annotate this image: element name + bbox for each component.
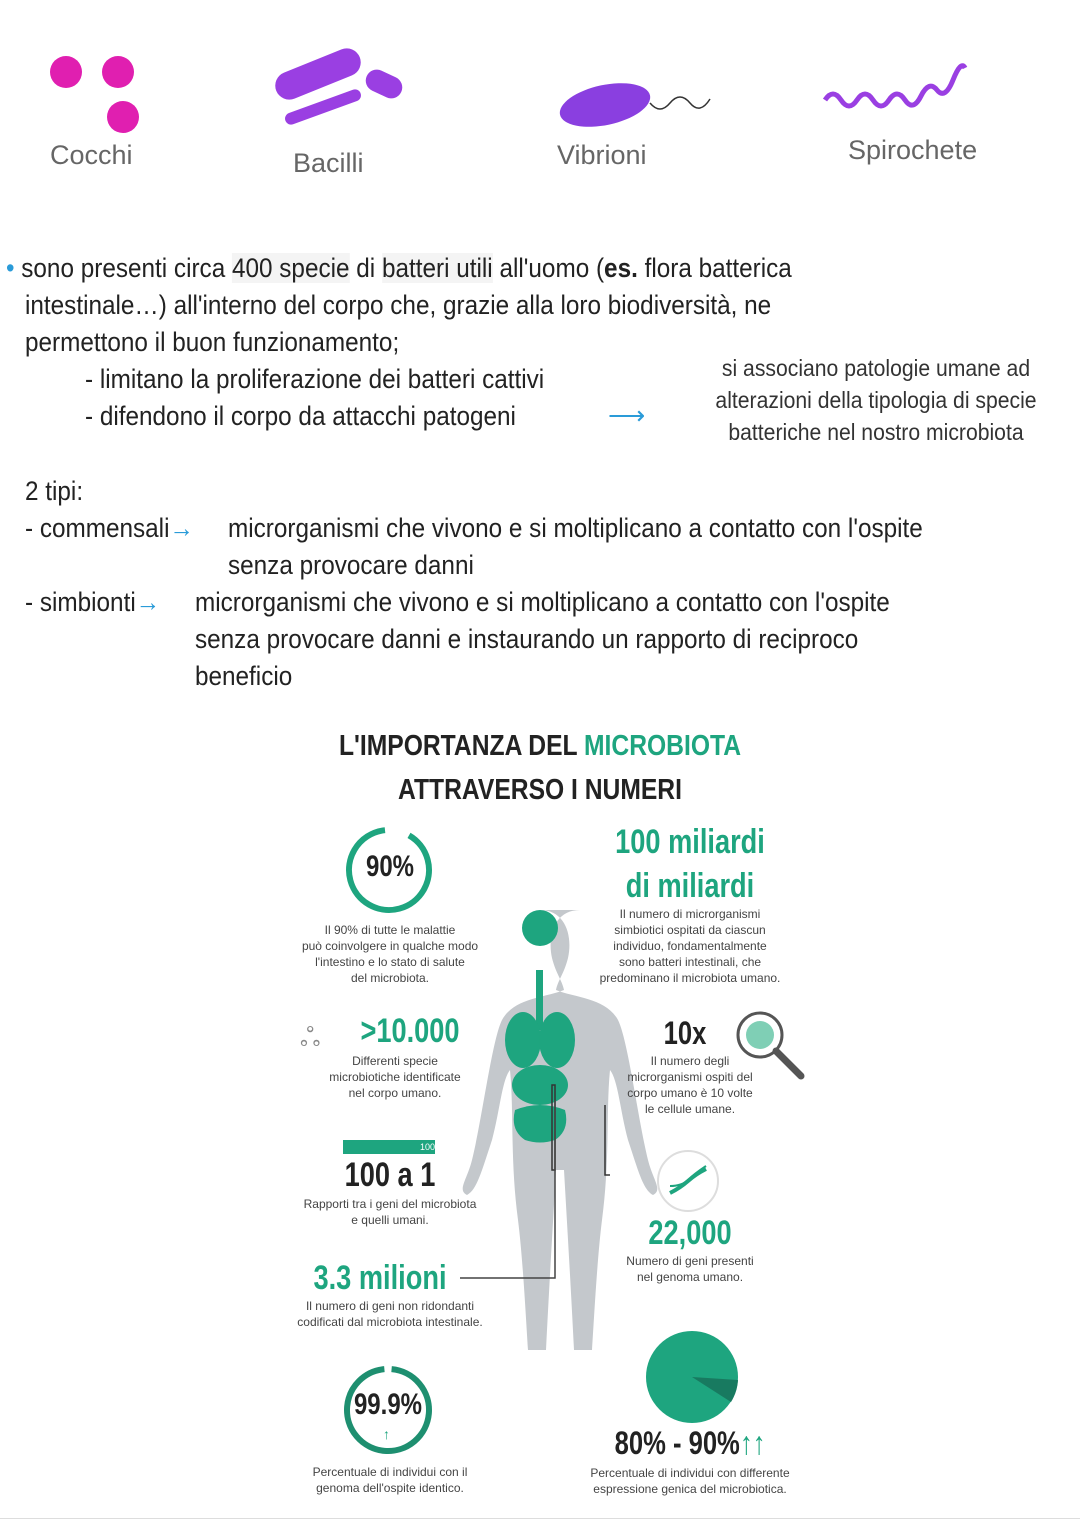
commensali-label (25, 510, 194, 547)
text: L'IMPORTANZA DEL (338, 730, 585, 762)
bullet-line-2: intestinale…) all'interno del corpo che, grazie alla loro biodiversità, ne (25, 290, 772, 320)
line: le cellule umane. (644, 1102, 736, 1116)
line: corpo umano è 10 volte (627, 1086, 753, 1100)
line: del microbiota. (350, 971, 430, 985)
side-note (676, 352, 1076, 448)
stat-90-text (270, 922, 510, 986)
simbionti-text-3: beneficio (195, 661, 293, 691)
stat-33-text (265, 1298, 515, 1330)
text: di (349, 253, 382, 283)
highlight: batteri utili (381, 253, 493, 283)
text: sono presenti circa (21, 253, 232, 283)
line: Il 90% di tutte le malattie (324, 923, 456, 937)
side-note-line: alterazioni della tipologia di specie (715, 387, 1037, 413)
line: simbiotici ospitati da ciascun (614, 923, 766, 937)
divider (0, 1518, 1080, 1519)
stat-100a1-value: 100 a 1 (344, 1156, 436, 1194)
bacteria-label-spirochete: Spirochete (848, 135, 978, 165)
stat-10000-text (300, 1053, 490, 1101)
text: all'uomo ( (492, 253, 605, 283)
line: Percentuale di individui con differente (590, 1466, 790, 1480)
line: microrganismi ospiti del (627, 1070, 753, 1084)
bacteria-shapes-icon (40, 45, 1020, 145)
line: Numero di geni presenti (626, 1254, 754, 1268)
line: individuo, fondamentalmente (613, 939, 767, 953)
stat-10x-text (600, 1053, 780, 1117)
stat-10000-value: >10.000 (360, 1012, 460, 1050)
arrow-right-icon: → (135, 587, 161, 617)
stat-999-value: 99.9% (353, 1388, 423, 1421)
line: microbiotiche identificate (329, 1070, 461, 1084)
line: nel genoma umano. (636, 1270, 744, 1284)
stat-100mld-text (570, 906, 810, 986)
simbionti-label (25, 584, 160, 621)
stat-10x-value: 10x (663, 1015, 707, 1051)
arrow-right-icon: → (169, 513, 194, 543)
text: es. (604, 253, 638, 283)
stat-999-text (270, 1464, 510, 1496)
line: Il numero di geni non ridondanti (305, 1299, 475, 1313)
line: Il numero di microrganismi (619, 907, 761, 921)
line: espressione genica del microbiotica. (593, 1482, 787, 1496)
line: genoma dell'ospite identico. (316, 1481, 464, 1495)
microbes-icon: ஃ (300, 1022, 321, 1052)
stat-22000-text (600, 1253, 780, 1285)
line: nel corpo umano. (348, 1086, 442, 1100)
highlight: 400 specie (231, 253, 350, 283)
line: Percentuale di individui con il (312, 1465, 468, 1479)
bullet-line-1 (6, 250, 792, 287)
progress-bar-100 (343, 1140, 435, 1154)
line: l'intestino e lo stato di salute (315, 955, 465, 969)
text: - commensali (25, 513, 170, 543)
stat-8090-text (560, 1465, 820, 1497)
commensali-text-1: microrganismi che vivono e si moltiplicano a contatto con l'ospite (228, 513, 923, 543)
sub-item-1: - limitano la proliferazione dei batteri cattivi (85, 364, 545, 394)
person-icon: ↑ (383, 1426, 390, 1442)
stat-100a1-text (275, 1196, 505, 1228)
text: 80% - 90% (614, 1425, 740, 1461)
line: predominano il microbiota umano. (599, 971, 781, 985)
stat-33-value: 3.3 milioni (313, 1259, 447, 1297)
types-title: 2 tipi: (25, 476, 84, 506)
infographic-title-2: ATTRAVERSO I NUMERI (398, 774, 682, 806)
bullet-icon: • (6, 253, 22, 283)
sub-item-2: - difendono il corpo da attacchi patogeni (85, 401, 516, 431)
people-icon: ↑↑ (739, 1425, 766, 1461)
simbionti-text-2: senza provocare danni e instaurando un rapporto di reciproco (195, 624, 859, 654)
bacteria-label-vibrioni: Vibrioni (557, 140, 647, 170)
text: flora batterica (637, 253, 792, 283)
side-note-line: si associano patologie umane ad (721, 355, 1031, 381)
bacteria-label-bacilli: Bacilli (293, 148, 364, 178)
line: Rapporti tra i geni del microbiota (303, 1197, 477, 1211)
bacteria-label-cocchi: Cocchi (50, 140, 133, 170)
infographic-title-1 (243, 730, 838, 763)
line: sono batteri intestinali, che (618, 955, 762, 969)
stat-22000-value: 22,000 (648, 1214, 732, 1252)
line: di miliardi (625, 867, 755, 905)
line: Differenti specie (352, 1054, 438, 1068)
simbionti-text-1: microrganismi che vivono e si moltiplicano a contatto con l'ospite (195, 587, 890, 617)
connector-line (460, 1080, 580, 1280)
stat-90-value: 90% (365, 850, 415, 883)
bullet-line-3: permettono il buon funzionamento; (25, 327, 400, 357)
arrow-right-icon: ⟶ (608, 400, 646, 430)
stat-100mld-value (570, 820, 810, 908)
line: 100 miliardi (615, 823, 765, 861)
line: e quelli umani. (351, 1213, 429, 1227)
pie-chart-icon (645, 1330, 739, 1424)
line: può coinvolgere in qualche modo (301, 939, 479, 953)
side-note-line: batteriche nel nostro microbiota (728, 419, 1024, 445)
dna-icon (655, 1148, 721, 1214)
line: Il numero degli (650, 1054, 730, 1068)
text: - simbionti (25, 587, 136, 617)
bar-label: 100 (419, 1142, 435, 1152)
text: MICROBIOTA (584, 730, 742, 762)
stat-8090-value (562, 1425, 818, 1461)
line: codificati dal microbiota intestinale. (297, 1315, 483, 1329)
commensali-text-2: senza provocare danni (228, 550, 474, 580)
